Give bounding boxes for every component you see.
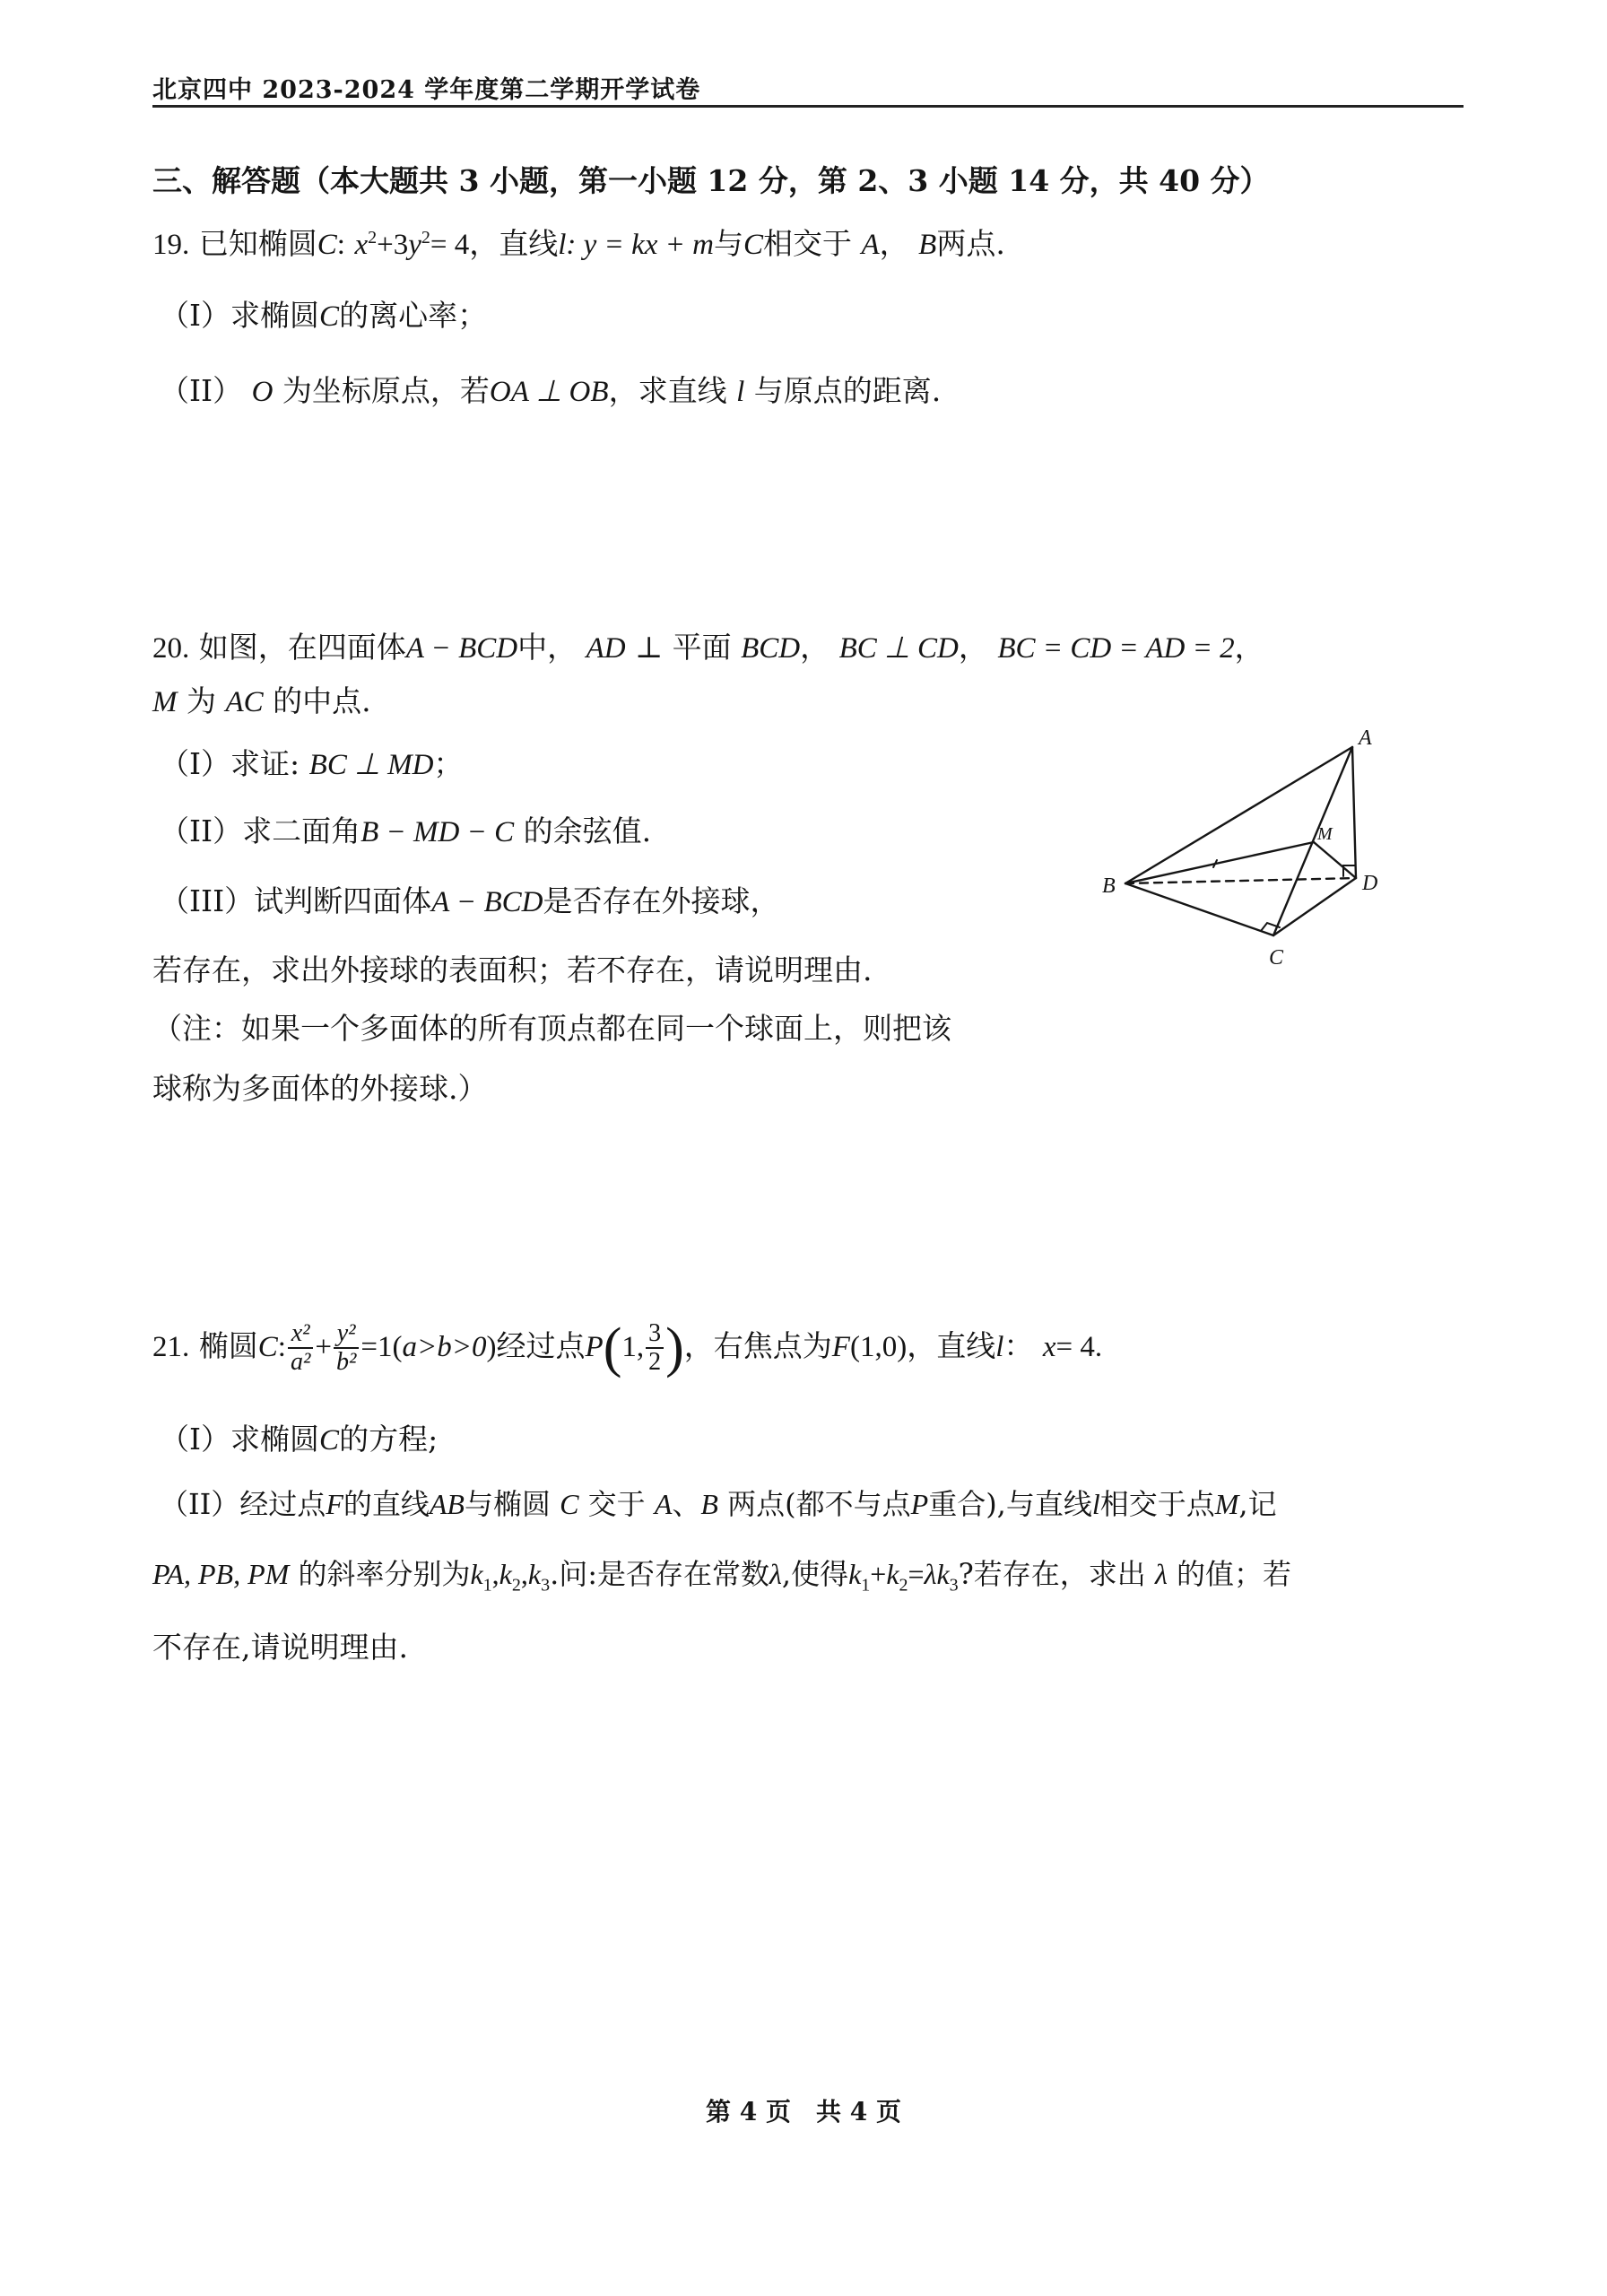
q21-line-rhs: = 4. [1055,1331,1103,1363]
q20-part1-post: ； [433,746,464,781]
edge-ad [1352,747,1356,878]
q19-exp-y: 2 [421,228,430,248]
q19-part1-curve: C [319,300,340,333]
q21-eq1: =1 [360,1331,393,1363]
q21-focus-pre: ，右焦点为 [683,1328,832,1363]
q20-c2: BC ⊥ CD [838,632,959,665]
segment-bm [1125,842,1314,883]
q19-part2-post: 与原点的距离. [753,373,942,408]
q21-sum-eq: = [908,1558,925,1590]
q19-part2-label: （II） [160,373,243,408]
q21-p2-point-m: M [1214,1488,1239,1520]
q20-part3-line2: 若存在，求出外接球的表面积；若不存在，请说明理由. [152,952,873,987]
q21-p-x: 1, [621,1331,645,1363]
q21-p2-c: 与椭圆 [464,1487,551,1521]
q21-colon: : [277,1331,286,1363]
q21-line-x: x [1042,1331,1056,1363]
q19-part2-mid: ，求直线 [608,373,727,408]
q21-part2-label: （II） [160,1487,240,1521]
q19-part1-pre: 求椭圆 [230,298,320,333]
q21-sum-k2: k [886,1558,899,1590]
q19-line-name: l [558,229,567,261]
q20-sep1: ， [800,630,830,665]
q21-p2-f: F [326,1488,343,1520]
q21-p2-b: 的直线 [343,1487,430,1521]
q19-curve: C [317,229,337,261]
q20-tail: ， [1234,630,1264,665]
q19-lead: 已知椭圆 [198,226,317,261]
edge-bd-hidden [1125,878,1356,883]
q21-p2-g: 重合),与直线 [928,1487,1092,1521]
q19-point-b: B [918,229,937,261]
q21-frac-p-den: 2 [648,1348,662,1376]
q21-sum-k3-sub: 3 [949,1575,959,1596]
q21-p2-f-text: 两点(都不与点 [727,1487,911,1521]
q21-part2-line3: 不存在,请说明理由. [152,1630,408,1665]
segment-md [1314,842,1356,878]
q20-line2-post: 的中点. [273,683,371,718]
q20-line2-ac: AC [225,686,264,718]
q19-with: 与 [713,226,743,261]
q20-part3 [160,882,779,922]
label-c: C [1269,946,1284,970]
q21-part1 [160,1420,438,1460]
q21-lambda-2: λ [1154,1558,1168,1590]
q19-part2-origin: O [251,376,274,408]
q20-number: 20. [152,632,190,665]
q21-stem: 21. 椭圆C: $\frac{\text{x²}}{\text{a²}}$ + $\frac{\text{y²}}{\text{b²}}$ =1(a>b>0)经过点P(1, $\frac{3}{2}$ )，右焦点为F(1,0)，直线l： x= 4. [152,1318,1103,1378]
q21-lambda: λ [769,1558,782,1590]
page-footer: 第 4 页 共 4 页 [706,2097,901,2126]
edge-ba [1125,747,1352,883]
q21-lead: 椭圆 [198,1328,258,1363]
q21-p2-curve: C [560,1488,579,1520]
q21-part1-post: 的方程; [339,1422,439,1457]
q21-plus: + [315,1331,332,1363]
q21-line-pre: ，直线 [907,1328,996,1363]
q20-part3-post: 是否存在外接球， [543,883,780,918]
q20-c1a: AD [586,632,626,665]
q21-part2-line2: PA, PB, PM 的斜率分别为$k_1,k_2,k_3$.问:是否存在常数λ,使得$k_1+k_2=\lambda k_3$?若存在，求出 λ 的值；若 [152,1557,1292,1596]
q21-p2-line-l: l [1091,1488,1100,1520]
q21-sum-lambda: λ [924,1558,937,1590]
q21-cond: a>b>0 [402,1331,487,1363]
q21-sum-k1-sub: 1 [861,1575,871,1596]
q21-line-colon: ： [1003,1328,1034,1363]
q21-sum-k3: k [936,1558,950,1590]
q19-rhs: = 4 [430,229,470,261]
q19-plus: +3 [377,229,409,261]
q21-focus-coord: (1,0) [849,1331,908,1363]
q19-line-eq: : y = kx + m [566,229,714,261]
q19-y: y [408,229,421,261]
q20-part2-expr: B − MD − C [360,816,515,848]
q21-p2-i: ,记 [1238,1487,1277,1521]
q20-stem [152,628,1264,668]
q20-c3: BC = CD = AD = 2 [997,632,1235,665]
q21-frac-p [646,1320,664,1376]
edge-bc [1125,883,1273,935]
q21-frac-x-den: a² [290,1348,311,1376]
q19-point-a: A [861,229,880,261]
q19-part1-label: （I） [160,298,231,333]
q19-part2-pre: 为坐标原点，若 [282,373,490,408]
q21-p2l2-c: .问:是否存在常数 [550,1557,770,1591]
q21-p2l2-f: 的值；若 [1177,1557,1292,1591]
q20-mid1: 中， [517,630,578,665]
q20-solid: A − BCD [405,632,518,665]
q20-note-line1: （注：如果一个多面体的所有顶点都在同一个球面上，则把该 [152,1011,951,1046]
q19-part2-l: l [736,376,745,408]
q19-part2 [160,371,941,412]
q21-p2-e: 、 [672,1487,701,1521]
q21-frac-p-num: 3 [646,1320,664,1349]
q21-k2-sub: 2 [511,1575,521,1596]
q21-p2-point-b: B [700,1488,718,1520]
label-m: M [1317,824,1333,844]
q21-focus-f: F [831,1331,850,1363]
q21-part1-pre: 求椭圆 [230,1422,320,1457]
q19-meet: 相交于 [763,226,852,261]
q20-part2-pre: 求二面角 [242,813,361,848]
label-d: D [1362,872,1378,895]
q20-part1-pre: 求证: [230,746,300,781]
q21-k1-sub: 1 [482,1575,492,1596]
q21-frac-y-den: b² [335,1348,357,1376]
q20-note-line2: 球称为多面体的外接球.） [152,1071,488,1106]
q21-p2-ab: AB [429,1488,465,1520]
q20-part1-label: （I） [160,746,231,781]
header-rule [152,105,1464,108]
q21-p2l2-d: ,使得 [781,1557,849,1591]
q21-pass: 经过点 [496,1328,586,1363]
q21-number: 21. [152,1331,190,1363]
q21-p2-h: 相交于点 [1099,1487,1215,1521]
q20-part3-label: （III） [160,883,255,918]
q20-part2-post: 的余弦值. [523,813,652,848]
q19-curve-2: C [743,229,763,261]
q21-p2-point-p: P [910,1488,929,1520]
q19-colon: : [336,229,345,261]
q20-line2 [152,682,371,722]
q20-line2-pre: 为 [187,683,216,718]
q21-part1-label: （I） [160,1422,231,1457]
q20-c1c: BCD [741,632,801,665]
q19-sep: ， [879,226,909,261]
q21-p2-a: 经过点 [239,1487,326,1521]
q20-c1b: ⊥ 平面 [635,630,732,665]
q21-line-l: l [995,1331,1004,1363]
q21-p2-d: 交于 [587,1487,646,1521]
q21-part2-line1 [160,1484,1277,1524]
q21-p2l2-slopes: PA, PB, PM [152,1558,290,1590]
q21-p2l2-b: 的斜率分别为 [298,1557,471,1591]
q21-part1-curve: C [319,1424,340,1457]
q19-x: x [354,229,369,261]
q21-sum-k1: k [848,1558,862,1590]
q20-part2-label: （II） [160,813,243,848]
q21-frac-x [288,1320,313,1376]
q20-lead: 如图，在四面体 [198,630,406,665]
q21-k2: k [499,1558,512,1590]
q19-tail: 两点. [936,226,1005,261]
q21-k3: k [527,1558,542,1590]
q20-sep2: ， [958,630,988,665]
label-a: A [1359,726,1372,750]
q19-part2-cond: OA ⊥ OB [489,376,609,408]
q19-part1 [160,296,487,336]
q20-midpoint-m: M [152,686,178,718]
tetrahedron-figure [1099,722,1394,991]
label-b: B [1102,874,1116,898]
q19-part1-post: 的离心率； [339,298,488,333]
q20-part1 [160,744,463,785]
q19-mid: ，直线 [469,226,559,261]
q21-k1: k [470,1558,483,1590]
section-title: 三、解答题（本大题共 3 小题，第一小题 12 分，第 2、3 小题 14 分，共 40 分） [152,163,1270,198]
q21-curve: C [257,1331,278,1363]
q20-part3-expr: A − BCD [431,886,543,918]
q21-point-p: P [585,1331,604,1363]
q20-part3-pre: 试判断四面体 [254,883,432,918]
q19-exp-x: 2 [368,228,378,248]
q21-frac-y [334,1320,359,1376]
q21-k3-sub: 3 [541,1575,551,1596]
q21-p2l2-e: ?若存在，求出 [958,1557,1146,1591]
q19-number: 19. [152,229,190,261]
q21-p2-point-a: A [654,1488,673,1520]
page-header: 北京四中 2023-2024 学年度第二学期开学试卷 [152,76,701,104]
q21-sum-k2-sub: 2 [899,1575,908,1596]
q21-frac-x-num: x² [288,1320,313,1349]
q20-part2 [160,812,651,852]
q21-frac-y-num: y² [334,1320,359,1349]
q19-stem [152,224,1005,265]
q20-part1-expr: BC ⊥ MD [308,749,434,781]
